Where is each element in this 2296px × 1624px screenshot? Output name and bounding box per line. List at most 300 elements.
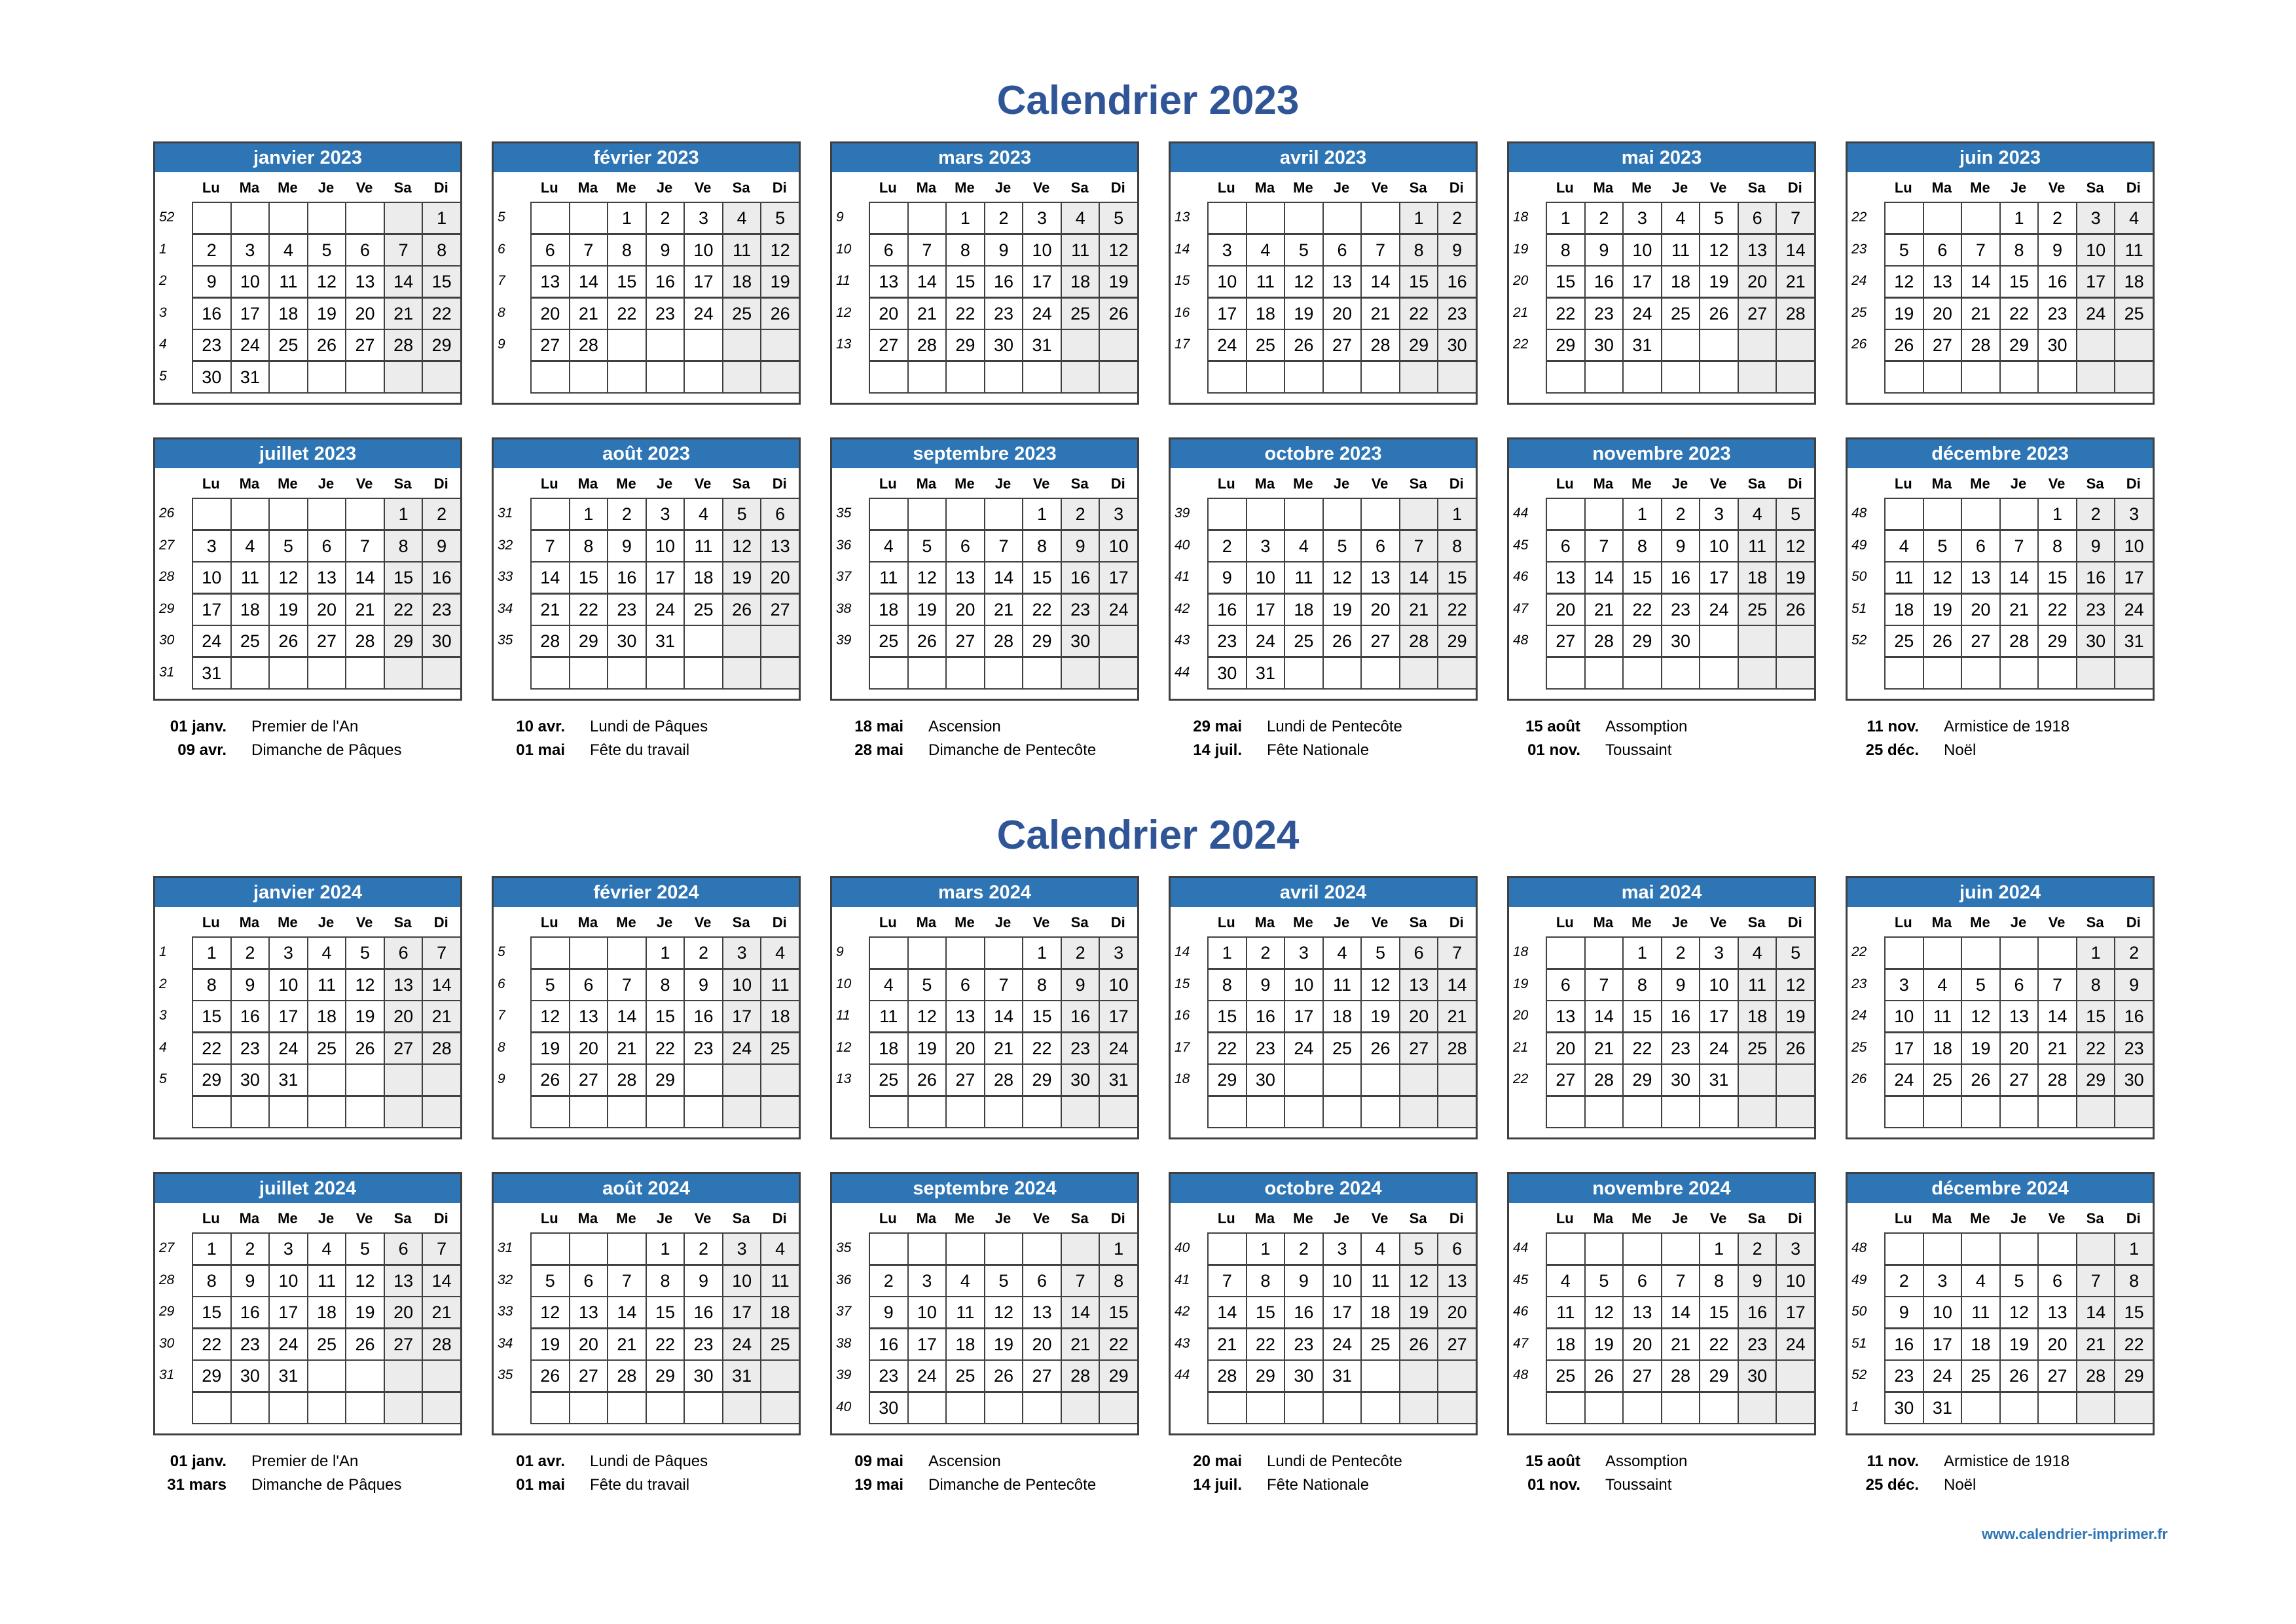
day-cell: 15 [422, 265, 462, 298]
day-cell [1399, 1359, 1439, 1392]
holiday-date: 14 juil. [1193, 1476, 1242, 1494]
day-cell: 12 [345, 969, 385, 1001]
day-cell [760, 1392, 800, 1424]
day-cell: 9 [683, 1264, 723, 1297]
week-number: 17 [1175, 337, 1190, 352]
weekday-label: Di [1787, 1210, 1802, 1227]
day-cell: 16 [1284, 1296, 1324, 1329]
day-cell: 20 [1360, 593, 1400, 626]
day-cell [1284, 1063, 1324, 1096]
day-cell: 21 [1399, 593, 1439, 626]
week-number: 28 [159, 1272, 175, 1287]
day-cell: 25 [268, 329, 308, 361]
day-cell: 8 [192, 1264, 232, 1297]
day-cell [683, 625, 723, 657]
week-number: 52 [159, 210, 175, 225]
day-cell: 24 [1099, 1032, 1139, 1065]
week-number: 7 [498, 273, 505, 288]
day-cell: 9 [607, 530, 647, 563]
day-cell [683, 657, 723, 690]
day-cell [307, 1096, 347, 1128]
day-cell: 26 [1099, 297, 1139, 330]
week-number: 18 [1513, 210, 1529, 225]
day-cell: 11 [1884, 561, 1924, 594]
day-cell [1884, 202, 1924, 234]
day-cell: 4 [1923, 969, 1963, 1001]
day-cell: 16 [230, 1000, 270, 1033]
day-cell [869, 657, 909, 690]
day-cell: 30 [869, 1392, 909, 1424]
week-number: 23 [1851, 241, 1867, 257]
day-cell: 13 [1738, 234, 1777, 267]
day-cell: 24 [722, 1328, 762, 1361]
day-cell: 29 [2076, 1063, 2116, 1096]
day-cell [945, 936, 985, 969]
day-cell [1738, 361, 1777, 394]
weekday-label: Lu [1894, 914, 1912, 931]
day-cell: 13 [530, 265, 570, 298]
day-cell: 23 [1661, 593, 1701, 626]
day-cell [2114, 1096, 2154, 1128]
day-cell: 27 [1437, 1328, 1477, 1361]
weekday-label: Je [318, 1210, 335, 1227]
day-cell: 10 [268, 1264, 308, 1297]
weekday-label: Me [1970, 1210, 1990, 1227]
week-number: 33 [498, 1304, 513, 1319]
day-cell: 28 [1061, 1359, 1101, 1392]
day-cell: 24 [2076, 297, 2116, 330]
day-cell: 7 [607, 1264, 647, 1297]
holiday-date: 31 mars [167, 1476, 227, 1494]
day-cell [1207, 361, 1247, 394]
day-cell: 30 [1284, 1359, 1324, 1392]
day-cell [2076, 657, 2116, 690]
weekday-label: Ma [916, 475, 937, 492]
weekday-label: Di [1449, 179, 1464, 196]
day-cell [984, 1096, 1024, 1128]
day-cell: 23 [646, 297, 685, 330]
day-cell [1022, 361, 1062, 394]
day-cell: 14 [1061, 1296, 1101, 1329]
month-title: avril 2023 [1171, 143, 1476, 172]
day-cell: 15 [1099, 1296, 1139, 1329]
day-cell: 26 [907, 625, 947, 657]
week-number: 46 [1513, 1304, 1529, 1319]
day-cell: 25 [1546, 1359, 1586, 1392]
day-cell: 30 [1661, 625, 1701, 657]
day-cell [722, 657, 762, 690]
weekday-label: Me [616, 179, 636, 196]
day-cell [530, 1232, 570, 1265]
day-cell: 24 [907, 1359, 947, 1392]
day-cell: 6 [1999, 969, 2039, 1001]
day-cell [307, 1359, 347, 1392]
day-cell: 27 [569, 1359, 609, 1392]
weekday-label: Ve [694, 914, 712, 931]
day-cell: 7 [384, 234, 424, 267]
day-cell: 2 [1437, 202, 1477, 234]
day-cell: 17 [1099, 561, 1139, 594]
holiday-item [1507, 715, 1808, 739]
day-cell [1622, 1096, 1662, 1128]
day-cell: 1 [1022, 498, 1062, 530]
day-cell: 3 [1699, 498, 1739, 530]
day-cell: 27 [1322, 329, 1362, 361]
day-cell: 5 [722, 498, 762, 530]
day-cell: 7 [1961, 234, 2001, 267]
weekday-label: Sa [1747, 475, 1766, 492]
holiday-list [830, 1450, 1131, 1497]
day-cell: 17 [268, 1296, 308, 1329]
day-cell [646, 1392, 685, 1424]
day-cell: 20 [569, 1328, 609, 1361]
day-cell: 31 [722, 1359, 762, 1392]
day-cell: 6 [1399, 936, 1439, 969]
day-cell: 20 [1961, 593, 2001, 626]
weekday-label: Ma [239, 475, 260, 492]
weekday-label: Di [1110, 1210, 1125, 1227]
day-cell: 1 [945, 202, 985, 234]
weekday-label: Di [433, 1210, 448, 1227]
day-cell: 24 [722, 1032, 762, 1065]
day-cell: 25 [1884, 625, 1924, 657]
day-cell: 30 [1061, 1063, 1101, 1096]
weekday-label: Sa [1747, 1210, 1766, 1227]
day-cell [1923, 202, 1963, 234]
week-number: 2 [159, 976, 167, 991]
day-cell: 26 [1999, 1359, 2039, 1392]
day-cell: 26 [345, 1328, 385, 1361]
weekday-label: Je [994, 475, 1011, 492]
day-cell: 3 [1284, 936, 1324, 969]
day-cell [1360, 202, 1400, 234]
day-cell: 2 [1884, 1264, 1924, 1297]
holiday-name: Premier de l'An [251, 1452, 359, 1470]
day-cell: 10 [1284, 969, 1324, 1001]
holiday-date: 11 nov. [1867, 718, 1919, 735]
day-cell: 13 [1437, 1264, 1477, 1297]
day-cell: 12 [530, 1000, 570, 1033]
day-cell: 12 [1099, 234, 1139, 267]
day-cell [1284, 657, 1324, 690]
day-cell [192, 1096, 232, 1128]
day-cell: 18 [1284, 593, 1324, 626]
day-cell: 6 [1437, 1232, 1477, 1265]
week-number: 30 [159, 633, 175, 648]
weekday-label: Me [1293, 914, 1313, 931]
week-number: 38 [836, 600, 852, 616]
day-cell [1776, 361, 1815, 394]
day-cell: 14 [530, 561, 570, 594]
day-cell: 27 [1399, 1032, 1439, 1065]
day-cell: 4 [1284, 530, 1324, 563]
holiday-name: Noël [1944, 741, 1977, 759]
month-title: octobre 2023 [1171, 439, 1476, 468]
day-cell: 5 [268, 530, 308, 563]
day-cell: 4 [1661, 202, 1701, 234]
day-cell [1923, 657, 1963, 690]
day-cell: 17 [2076, 265, 2116, 298]
day-cell: 5 [1284, 234, 1324, 267]
day-cell [1884, 1232, 1924, 1265]
day-cell: 24 [683, 297, 723, 330]
month-calendar [492, 141, 801, 405]
day-cell: 26 [1699, 297, 1739, 330]
week-number: 3 [159, 1008, 167, 1023]
day-cell: 24 [1699, 1032, 1739, 1065]
day-cell: 24 [1322, 1328, 1362, 1361]
weekday-label: Lu [879, 914, 897, 931]
weekday-label: Ma [239, 914, 260, 931]
holiday-date: 10 avr. [516, 718, 565, 735]
day-cell: 6 [945, 969, 985, 1001]
week-number: 23 [1851, 976, 1867, 991]
day-cell: 11 [1738, 969, 1777, 1001]
day-cell: 28 [2076, 1359, 2116, 1392]
day-cell: 26 [1360, 1032, 1400, 1065]
day-cell [1661, 329, 1701, 361]
weekday-label: Di [1787, 914, 1802, 931]
day-cell: 27 [1546, 1063, 1586, 1096]
day-cell: 27 [1961, 625, 2001, 657]
day-cell: 5 [984, 1264, 1024, 1297]
day-cell: 11 [945, 1296, 985, 1329]
day-cell: 13 [945, 1000, 985, 1033]
weekday-label: Di [433, 179, 448, 196]
day-cell: 4 [1061, 202, 1101, 234]
day-cell [1738, 1096, 1777, 1128]
day-cell: 5 [1923, 530, 1963, 563]
week-number: 28 [159, 569, 175, 584]
day-cell: 10 [1699, 969, 1739, 1001]
weekday-header [530, 909, 799, 936]
holiday-item [153, 1450, 454, 1473]
weekday-label: Lu [1217, 914, 1235, 931]
day-cell [1322, 1392, 1362, 1424]
day-cell: 30 [1661, 1063, 1701, 1096]
day-cell: 8 [2076, 969, 2116, 1001]
day-cell [307, 202, 347, 234]
day-cell: 2 [1661, 498, 1701, 530]
weekday-label: Sa [732, 475, 750, 492]
week-number: 44 [1513, 1240, 1529, 1255]
day-cell [1999, 657, 2039, 690]
day-cell [760, 625, 800, 657]
day-cell [907, 498, 947, 530]
holiday-item [1507, 1473, 1808, 1497]
day-cell: 19 [1961, 1032, 2001, 1065]
day-cell: 20 [760, 561, 800, 594]
day-cell: 14 [1399, 561, 1439, 594]
day-cell: 3 [1884, 969, 1924, 1001]
day-cell: 22 [1207, 1032, 1247, 1065]
week-number: 1 [159, 241, 167, 257]
day-cell: 5 [1360, 936, 1400, 969]
weekday-label: Ve [694, 1210, 712, 1227]
day-cell: 28 [984, 625, 1024, 657]
day-cell: 15 [2076, 1000, 2116, 1033]
day-cell: 30 [1738, 1359, 1777, 1392]
day-cell: 9 [1207, 561, 1247, 594]
day-cell: 9 [1584, 234, 1624, 267]
week-number: 41 [1175, 1272, 1190, 1287]
week-number: 9 [836, 944, 844, 959]
day-cell: 19 [1999, 1328, 2039, 1361]
day-cell: 30 [192, 361, 232, 394]
day-cell: 1 [384, 498, 424, 530]
day-cell: 20 [569, 1032, 609, 1065]
day-cell [530, 657, 570, 690]
weekday-label: Me [1631, 914, 1652, 931]
day-cell [569, 657, 609, 690]
day-cell: 18 [722, 265, 762, 298]
weekday-label: Ve [1371, 1210, 1389, 1227]
day-cell [607, 1096, 647, 1128]
month-calendar [153, 876, 462, 1139]
day-cell [1546, 1096, 1586, 1128]
weekday-label: Di [2126, 475, 2141, 492]
day-cell: 3 [722, 1232, 762, 1265]
day-cell: 14 [1776, 234, 1815, 267]
weekday-header [1207, 174, 1476, 202]
week-number: 51 [1851, 1335, 1867, 1351]
day-cell: 30 [1884, 1392, 1924, 1424]
day-cell: 11 [268, 265, 308, 298]
day-cell: 6 [1546, 530, 1586, 563]
day-cell [1360, 657, 1400, 690]
weekday-label: Ve [1371, 179, 1389, 196]
day-cell [345, 1392, 385, 1424]
day-cell: 24 [268, 1032, 308, 1065]
day-cell [1661, 361, 1701, 394]
day-cell: 6 [760, 498, 800, 530]
week-number: 8 [498, 304, 505, 320]
weekday-label: Je [1333, 914, 1350, 931]
week-number: 50 [1851, 1304, 1867, 1319]
day-cell [1437, 1096, 1477, 1128]
day-cell: 20 [1546, 1032, 1586, 1065]
day-cell: 11 [2114, 234, 2154, 267]
day-cell: 18 [760, 1000, 800, 1033]
day-cell: 1 [192, 1232, 232, 1265]
day-cell: 24 [2114, 593, 2154, 626]
day-cell: 4 [1961, 1264, 2001, 1297]
day-cell [268, 361, 308, 394]
holiday-name: Dimanche de Pentecôte [928, 741, 1097, 759]
day-cell [1322, 498, 1362, 530]
day-cell: 15 [607, 265, 647, 298]
day-cell: 1 [569, 498, 609, 530]
day-cell: 17 [1884, 1032, 1924, 1065]
day-cell: 20 [307, 593, 347, 626]
holiday-item [1846, 739, 2147, 762]
day-cell: 3 [268, 1232, 308, 1265]
weekday-label: Me [1631, 475, 1652, 492]
weekday-label: Ve [2048, 179, 2066, 196]
day-cell: 23 [230, 1328, 270, 1361]
day-cell: 5 [530, 969, 570, 1001]
day-cell: 31 [1246, 657, 1286, 690]
weekday-label: Ma [1593, 179, 1614, 196]
week-number: 12 [836, 1039, 852, 1055]
day-cell: 29 [192, 1063, 232, 1096]
day-cell [945, 498, 985, 530]
weekday-label: Di [1787, 475, 1802, 492]
day-cell: 17 [907, 1328, 947, 1361]
week-number: 31 [498, 506, 513, 521]
weekday-label: Je [994, 179, 1011, 196]
weekday-label: Lu [879, 475, 897, 492]
holiday-date: 01 janv. [170, 1452, 227, 1470]
day-cell: 10 [1099, 530, 1139, 563]
holiday-name: Dimanche de Pâques [251, 741, 402, 759]
day-cell [1622, 1392, 1662, 1424]
day-cell: 18 [683, 561, 723, 594]
holiday-name: Ascension [928, 1452, 1001, 1470]
day-cell: 16 [1246, 1000, 1286, 1033]
weekday-label: Ve [2048, 475, 2066, 492]
day-cell [760, 657, 800, 690]
day-cell: 10 [1622, 234, 1662, 267]
day-cell: 13 [1022, 1296, 1062, 1329]
day-cell [1661, 1096, 1701, 1128]
day-cell: 28 [1207, 1359, 1247, 1392]
weekday-header [1546, 470, 1814, 498]
week-number: 18 [1175, 1071, 1190, 1086]
weekday-label: Je [656, 914, 673, 931]
day-cell: 25 [1738, 1032, 1777, 1065]
day-cell: 7 [1061, 1264, 1101, 1297]
day-cell: 5 [907, 530, 947, 563]
day-cell [307, 1063, 347, 1096]
day-cell [530, 936, 570, 969]
day-cell: 10 [1884, 1000, 1924, 1033]
day-cell: 22 [569, 593, 609, 626]
day-cell: 23 [607, 593, 647, 626]
day-cell: 12 [722, 530, 762, 563]
day-cell: 18 [1738, 561, 1777, 594]
day-cell: 26 [1322, 625, 1362, 657]
weekday-label: Ma [1931, 914, 1952, 931]
week-number: 48 [1851, 1240, 1867, 1255]
day-cell [230, 1392, 270, 1424]
day-cell: 27 [384, 1032, 424, 1065]
day-cell [1584, 1096, 1624, 1128]
week-number: 48 [1851, 506, 1867, 521]
day-cell: 30 [2114, 1063, 2154, 1096]
day-cell: 5 [345, 936, 385, 969]
day-cell [646, 361, 685, 394]
day-cell [907, 361, 947, 394]
day-cell [1322, 1063, 1362, 1096]
weekday-label: Di [1110, 914, 1125, 931]
day-cell: 3 [907, 1264, 947, 1297]
website-link[interactable]: www.calendrier-imprimer.fr [1981, 1526, 2168, 1542]
day-cell: 11 [307, 1264, 347, 1297]
day-cell: 23 [683, 1328, 723, 1361]
holiday-item [1846, 715, 2147, 739]
day-cell: 14 [422, 969, 462, 1001]
holiday-item [830, 1450, 1131, 1473]
day-cell: 10 [2114, 530, 2154, 563]
day-cell: 10 [1099, 969, 1139, 1001]
day-cell: 31 [192, 657, 232, 690]
day-cell: 17 [192, 593, 232, 626]
day-cell: 27 [2037, 1359, 2077, 1392]
day-cell: 22 [945, 297, 985, 330]
weekday-label: Lu [879, 179, 897, 196]
day-cell: 5 [307, 234, 347, 267]
